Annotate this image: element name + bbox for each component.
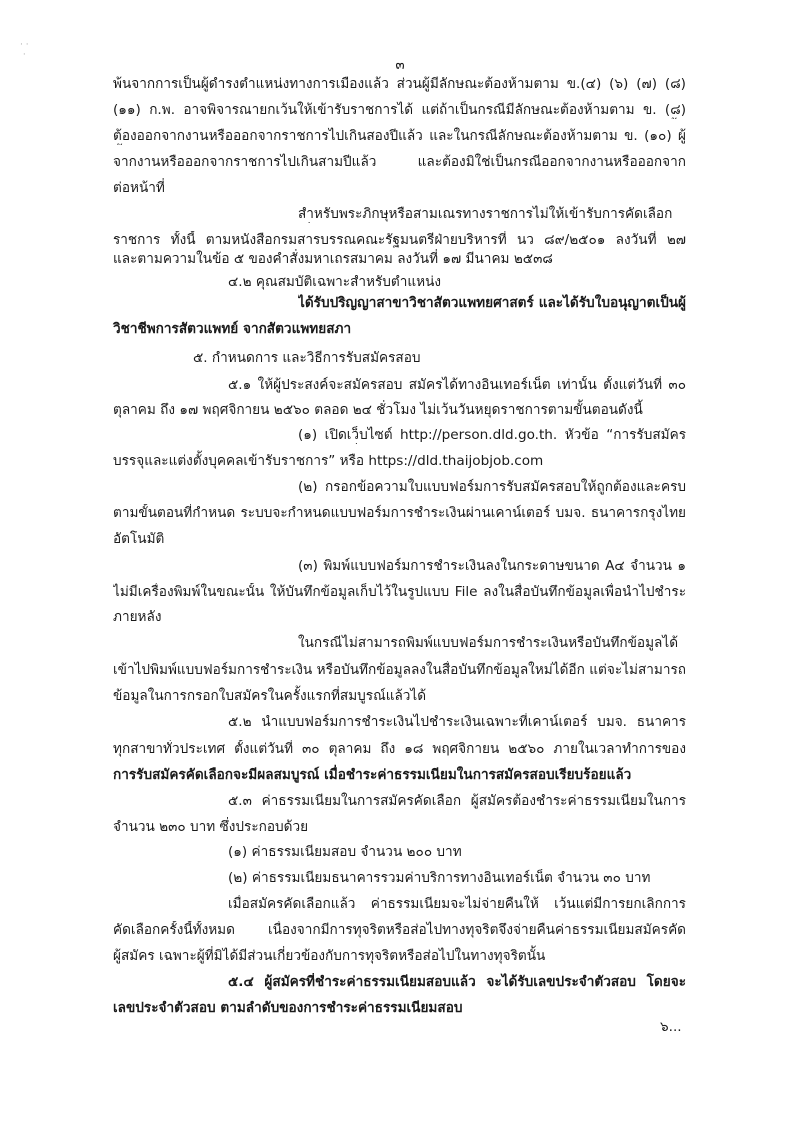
text-line: เลขประจำตัวสอบ ตามลำดับของการชำระค่าธรรมเนียมสอบ: [113, 1000, 463, 1016]
text-line: อัตโนมัติ: [113, 531, 165, 547]
text-line: และตามความในข้อ ๕ ของคำสั่งมหาเถรสมาคม ลงวันที่ ๑๗ มีนาคม ๒๕๓๘: [113, 251, 553, 267]
text-line: เมื่อสมัครคัดเลือกแล้ว ค่าธรรมเนียมจะไม่จ่ายคืนให้ เว้นแต่มีการยกเลิกการ: [228, 896, 686, 912]
text-line: ในกรณีไม่สามารถพิมพ์แบบฟอร์มการชำระเงินหรือบันทึกข้อมูลได้: [298, 635, 679, 651]
scan-mark: · · ·: [20, 40, 29, 60]
section-heading-4-2: ๔.๒ คุณสมบัติเฉพาะสำหรับตำแหน่ง: [228, 274, 442, 290]
text-line: วิชาชีพการสัตวแพทย์ จากสัตวแพทยสภา: [113, 321, 352, 337]
text-line: ๕.๒ นำแบบฟอร์มการชำระเงินไปชำระเงินเฉพาะที่เคาน์เตอร์ บมจ. ธนาคาร: [228, 714, 686, 730]
text-line: (๑) ค่าธรรมเนียมสอบ จำนวน ๒๐๐ บาท: [228, 844, 462, 860]
text-line: ไม่มีเครื่องพิมพ์ในขณะนั้น ให้บันทึกข้อมูลเก็บไว้ในรูปแบบ File ลงในสื่อบันทึกข้อมูลเพื่อนำไปชำระ: [113, 584, 686, 600]
text-line: (๒) กรอกข้อความใบแบบฟอร์มการรับสมัครสอบให้ถูกต้องและครบ: [298, 479, 686, 495]
text-line: (๓) พิมพ์แบบฟอร์มการชำระเงินลงในกระดาษขนาด A๔ จำนวน ๑: [298, 558, 686, 574]
text-line: ได้รับปริญญาสาขาวิชาสัตวแพทยศาสตร์ และได้รับใบอนุญาตเป็นผู้: [298, 295, 686, 311]
text-line: ต้องออกจากงานหรือออกจากราชการไปเกินสองปีแล้ว และในกรณีลักษณะต้องห้ามตาม ข. (๑๐) ผู้: [113, 128, 686, 144]
text-line: เข้าไปพิมพ์แบบฟอร์มการชำระเงิน หรือบันทึกข้อมูลลงในสื่อบันทึกข้อมูลใหม่ได้อีก แต่จะไม่สามารถ: [113, 662, 686, 678]
text-line: ตุลาคม ถึง ๑๗ พฤศจิกายน ๒๕๖๐ ตลอด ๒๔ ชั่วโมง ไม่เว้นวันหยุดราชการตามขั้นตอนดังนี้: [113, 402, 643, 418]
text-line: ตามขั้นตอนที่กำหนด ระบบจะกำหนดแบบฟอร์มการชำระเงินผ่านเคาน์เตอร์ บมจ. ธนาคารกรุงไทย: [113, 505, 686, 521]
text-line: บรรจุและแต่งตั้งบุคคลเข้ารับราชการ” หรือ https://dld.thaijobjob.com: [113, 453, 544, 469]
text-line: คัดเลือกครั้งนี้ทั้งหมด เนื่องจากมีการทุจริตหรือส่อไปทางทุจริตจึงจ่ายคืนค่าธรรมเนียมสมัครคัด: [113, 922, 686, 938]
text-line: ทุกสาขาทั่วประเทศ ตั้งแต่วันที่ ๓๐ ตุลาคม ถึง ๑๘ พฤศจิกายน ๒๕๖๐ ภายในเวลาทำการของ: [113, 741, 686, 757]
text-line: สำหรับพระภิกษุหรือสามเณรทางราชการไม่ให้เข้ารับการคัดเลือก: [298, 206, 673, 222]
text-line: ภายหลัง: [113, 609, 162, 625]
text-line: (๒) ค่าธรรมเนียมธนาคารรวมค่าบริการทางอินเทอร์เน็ต จำนวน ๓๐ บาท: [228, 870, 651, 886]
text-line: จำนวน ๒๓๐ บาท ซึ่งประกอบด้วย: [113, 819, 309, 835]
page-number: ๓: [395, 57, 405, 73]
continuation-marker: ๖...: [660, 1019, 682, 1035]
text-line: ๕.๔ ผู้สมัครที่ชำระค่าธรรมเนียมสอบแล้ว จะได้รับเลขประจำตัวสอบ โดยจะ: [228, 974, 686, 990]
text-line: (๑๑) ก.พ. อาจพิจารณายกเว้นให้เข้ารับราชการได้ แต่ถ้าเป็นกรณีมีลักษณะต้องห้ามตาม ข. (๘): [113, 102, 686, 118]
text-line: ๕.๑ ให้ผู้ประสงค์จะสมัครสอบ สมัครได้ทางอินเทอร์เน็ต เท่านั้น ตั้งแต่วันที่ ๓๐: [228, 377, 686, 393]
text-line: ผู้สมัคร เฉพาะผู้ที่มิได้มีส่วนเกี่ยวข้องกับการทุจริตหรือส่อไปในทางทุจริตนั้น: [113, 948, 546, 964]
text-line: พ้นจากการเป็นผู้ดำรงตำแหน่งทางการเมืองแล้ว ส่วนผู้มีลักษณะต้องห้ามตาม ข.(๔) (๖) (๗) (๘): [113, 76, 686, 92]
text-line: การรับสมัครคัดเลือกจะมีผลสมบูรณ์ เมื่อชำระค่าธรรมเนียมในการสมัครสอบเรียบร้อยแล้ว: [113, 767, 632, 783]
text-line: (๑) เปิดเว็บไซต์ http://person.dld.go.th. หัวข้อ “การรับสมัคร: [298, 427, 686, 443]
text-line: ข้อมูลในการกรอกใบสมัครในครั้งแรกที่สมบูรณ์แล้วได้: [113, 688, 427, 704]
text-line: ต่อหน้าที่: [113, 180, 165, 196]
text-line: ๕.๓ ค่าธรรมเนียมในการสมัครคัดเลือก ผู้สมัครต้องชำระค่าธรรมเนียมในการ: [228, 793, 686, 809]
section-heading-5: ๕. กำหนดการ และวิธีการรับสมัครสอบ: [193, 350, 421, 366]
text-line: ราชการ ทั้งนี้ ตามหนังสือกรมสารบรรณคณะรัฐมนตรีฝ่ายบริหารที่ นว ๘๙/๒๕๐๑ ลงวันที่ ๒๗: [113, 232, 686, 248]
text-line: จากงานหรือออกจากราชการไปเกินสามปีแล้ว และต้องมิใช่เป็นกรณีออกจากงานหรือออกจาก: [113, 154, 686, 170]
